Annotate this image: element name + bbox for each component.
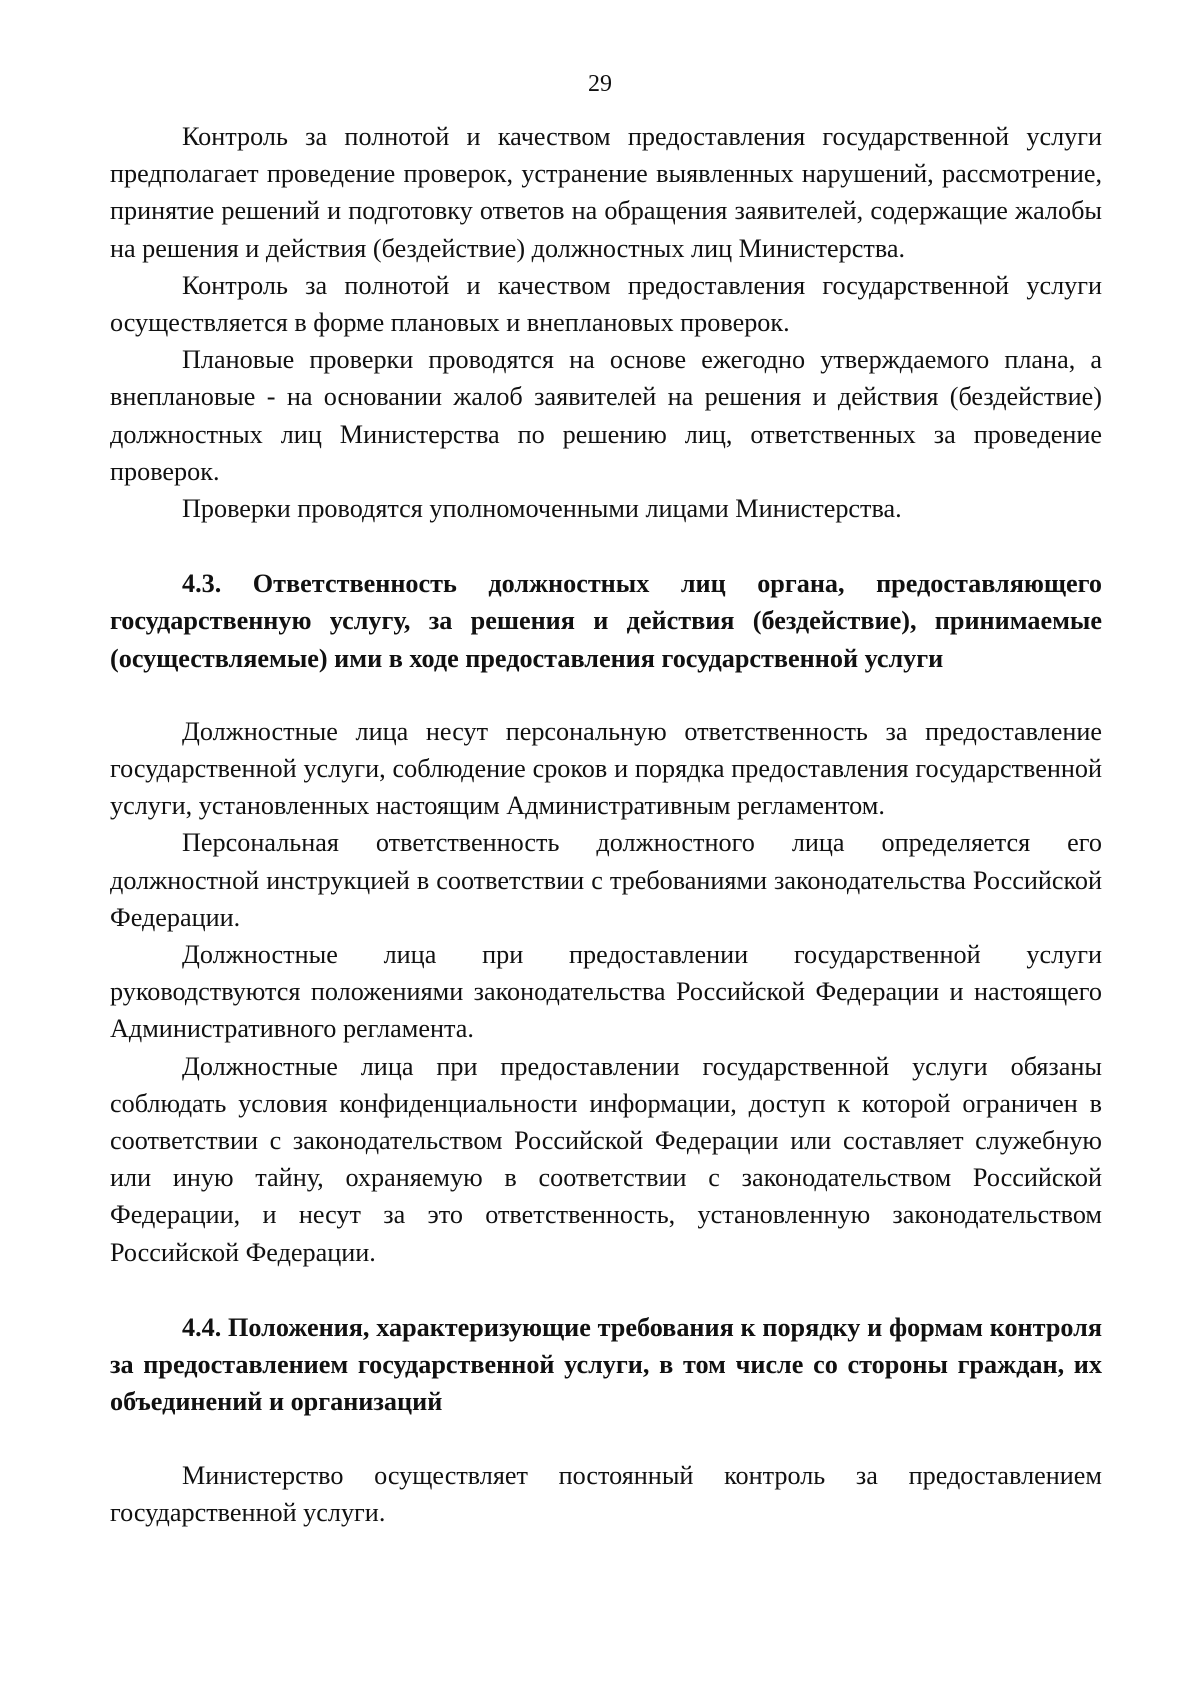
paragraph: Плановые проверки проводятся на основе ежегодно утверждаемого плана, а внеплановые - на основании жалоб заявителей на решения и действия (бездействие) должностных лиц Министерства по решению лиц, ответственных за проведение проверок.	[110, 345, 1102, 486]
paragraph: Министерство осуществляет постоянный контроль за предоставлением государственной услуги.	[110, 1460, 1102, 1527]
paragraph: Проверки проводятся уполномоченными лицами Министерства.	[182, 494, 902, 524]
paragraph: Контроль за полнотой и качеством предоставления государственной услуги осуществляется в форме плановых и внеплановых проверок.	[110, 270, 1102, 338]
paragraph: Персональная ответственность должностного лица определяется его должностной инструкцией в соответствии с требованиями законодательства Российской Федерации.	[110, 828, 1102, 932]
paragraph: Должностные лица при предоставлении государственной услуги обязаны соблюдать условия конфиденциальности информации, доступ к которой ограничен в соответствии с законодательством Российской Федерации или составляет служебную или иную тайну, охраняемую в соответствии с законодательством Российской Федерации, и несут за это ответственность, установленную законодательством Российской Федерации.	[110, 1051, 1102, 1267]
paragraph: Контроль за полнотой и качеством предоставления государственной услуги предполагает проведение проверок, устранение выявленных нарушений, рассмотрение, принятие решений и подготовку ответов на обращения заявителей, содержащие жалобы на решения и действия (бездействие) должностных лиц Министерства.	[110, 122, 1102, 263]
page-number: 29	[588, 71, 612, 97]
section-heading-4-3: 4.3. Ответственность должностных лиц органа, предоставляющего государственную услугу, за решения и действия (бездействие), принимаемые (осуществляемые) ими в ходе предоставления государственной услуги	[110, 569, 1102, 673]
section-heading-4-4: 4.4. Положения, характеризующие требования к порядку и формам контроля за предоставлением государственной услуги, в том числе со стороны граждан, их объединений и организаций	[110, 1312, 1102, 1417]
paragraph: Должностные лица несут персональную ответственность за предоставление государственной услуги, соблюдение сроков и порядка предоставления государственной услуги, установленных настоящим Административным регламентом.	[110, 716, 1102, 821]
page-body	[110, 118, 1102, 1531]
paragraph: Должностные лица при предоставлении государственной услуги руководствуются положениями законодательства Российской Федерации и настоящего Административного регламента.	[110, 940, 1102, 1044]
